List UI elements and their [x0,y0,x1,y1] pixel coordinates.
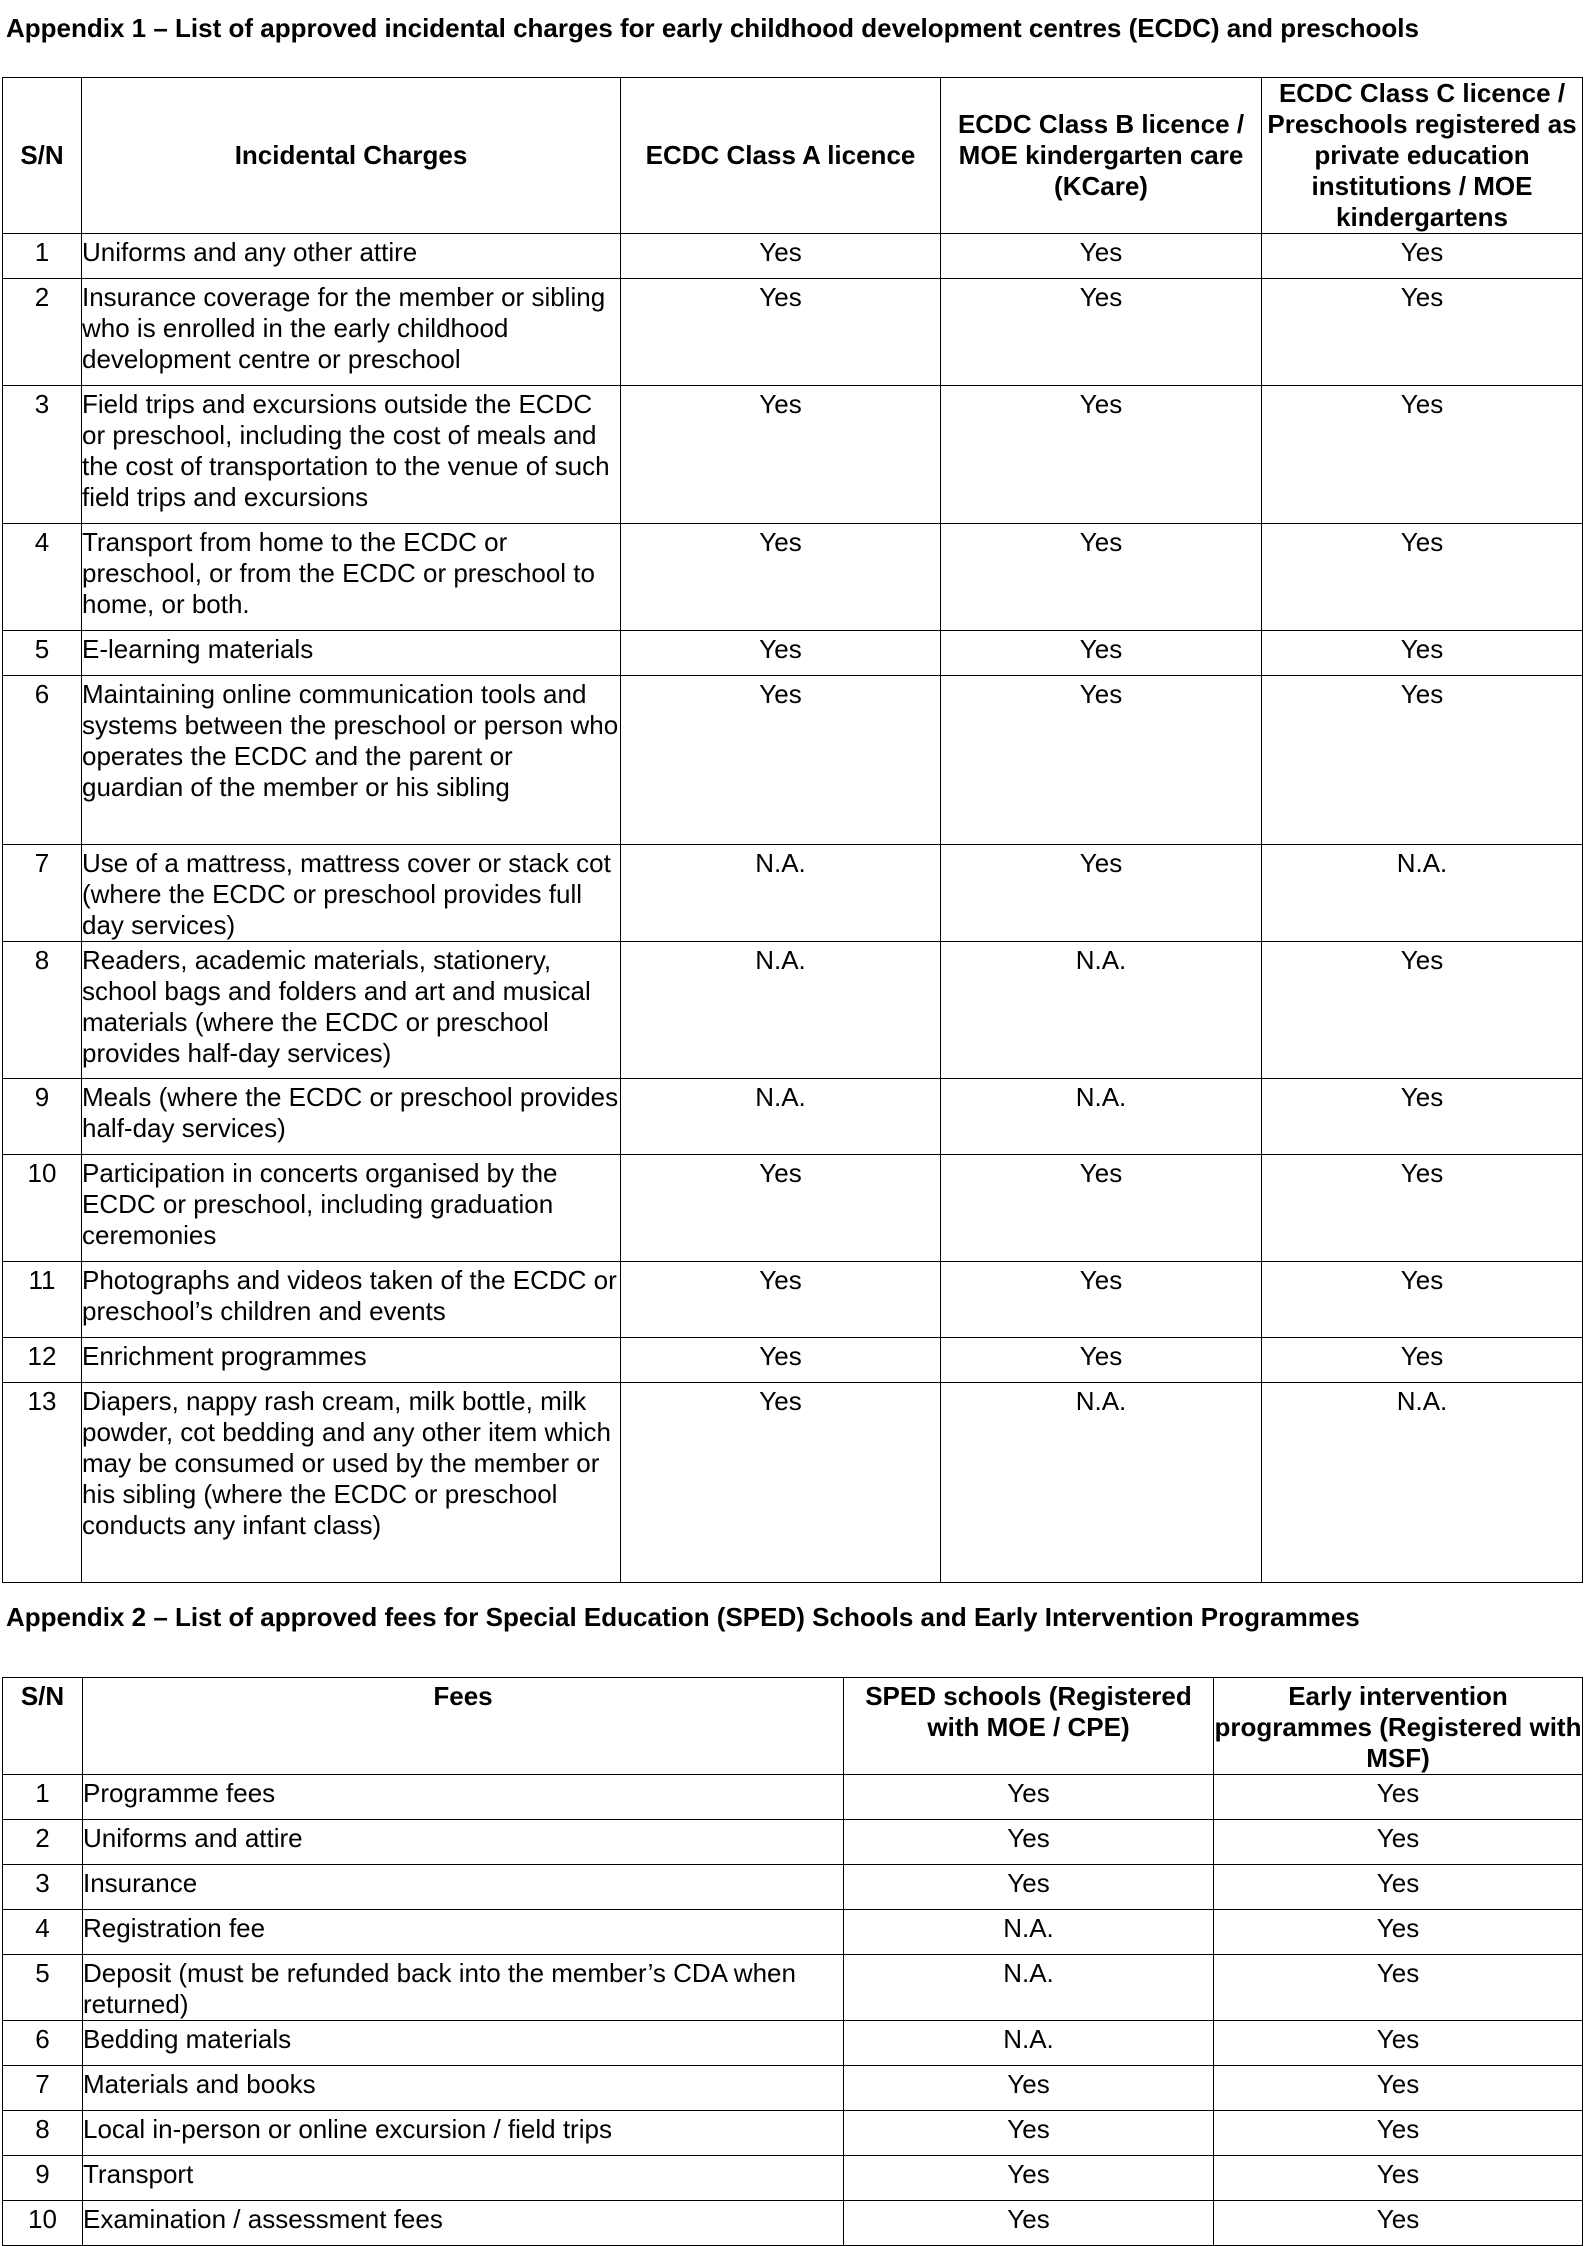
row-class-b: Yes [941,524,1262,631]
row-charge: Enrichment programmes [82,1338,621,1383]
table-row [3,942,1583,1079]
row-class-a: Yes [621,631,941,676]
table-row [3,524,1583,631]
row-class-c: Yes [1262,942,1583,1079]
row-fee: Bedding materials [83,2021,844,2066]
table-row [3,1955,1583,2021]
row-sn: 1 [3,234,82,279]
appendix-1-heading: Appendix 1 – List of approved incidental charges for early childhood development centres (ECDC) and preschools [6,13,1419,43]
header-class-a: ECDC Class A licence [621,78,941,234]
row-sped: Yes [844,2156,1214,2201]
row-class-c: N.A. [1262,1383,1583,1583]
row-sn: 9 [3,1079,82,1155]
row-eip: Yes [1214,1910,1583,1955]
row-class-b: N.A. [941,1383,1262,1583]
header-fees: Fees [83,1678,844,1775]
table-row [3,279,1583,386]
table-row [3,1079,1583,1155]
row-class-c: Yes [1262,676,1583,845]
row-eip: Yes [1214,2066,1583,2111]
row-sped: Yes [844,2201,1214,2246]
row-class-a: Yes [621,279,941,386]
header-sn: S/N [3,78,82,234]
row-fee: Insurance [83,1865,844,1910]
row-sn: 6 [3,676,82,845]
row-class-c: Yes [1262,386,1583,524]
row-sn: 12 [3,1338,82,1383]
row-fee: Examination / assessment fees [83,2201,844,2246]
row-sped: Yes [844,1865,1214,1910]
row-class-b: Yes [941,386,1262,524]
table-row [3,1338,1583,1383]
table-header-row [3,1678,1583,1775]
row-sped: Yes [844,2111,1214,2156]
row-charge: Photographs and videos taken of the ECDC or preschool’s children and events [82,1262,621,1338]
row-sn: 11 [3,1262,82,1338]
row-class-a: N.A. [621,942,941,1079]
row-charge: Diapers, nappy rash cream, milk bottle, milk powder, cot bedding and any other item which may be consumed or used by the member or his sibling (where the ECDC or preschool conducts any infant class) [82,1383,621,1583]
row-sn: 10 [3,1155,82,1262]
row-sn: 7 [3,2066,83,2111]
row-sn: 3 [3,1865,83,1910]
table-row [3,1155,1583,1262]
header-early-intervention: Early intervention programmes (Registered with MSF) [1214,1678,1583,1775]
row-sn: 4 [3,524,82,631]
row-class-c: Yes [1262,631,1583,676]
row-class-a: Yes [621,1338,941,1383]
table-row [3,2111,1583,2156]
row-class-c: Yes [1262,234,1583,279]
row-class-b: Yes [941,1155,1262,1262]
row-class-c: Yes [1262,524,1583,631]
row-sped: Yes [844,1820,1214,1865]
header-sped-schools: SPED schools (Registered with MOE / CPE) [844,1678,1214,1775]
row-class-c: Yes [1262,1079,1583,1155]
row-class-a: Yes [621,386,941,524]
row-sn: 5 [3,1955,83,2021]
table-row [3,1865,1583,1910]
row-class-c: Yes [1262,1262,1583,1338]
row-class-b: Yes [941,279,1262,386]
row-class-a: Yes [621,234,941,279]
table-row [3,2156,1583,2201]
table-row [3,631,1583,676]
row-sn: 6 [3,2021,83,2066]
header-incidental-charges: Incidental Charges [82,78,621,234]
row-class-b: Yes [941,1338,1262,1383]
row-fee: Registration fee [83,1910,844,1955]
table-row [3,676,1583,845]
row-sn: 5 [3,631,82,676]
row-class-a: Yes [621,1155,941,1262]
row-class-c: Yes [1262,1338,1583,1383]
row-class-a: N.A. [621,845,941,942]
row-class-a: N.A. [621,1079,941,1155]
row-sped: N.A. [844,1910,1214,1955]
row-fee: Transport [83,2156,844,2201]
header-class-b: ECDC Class B licence / MOE kindergarten care (KCare) [941,78,1262,234]
header-class-c: ECDC Class C licence / Preschools registered as private education institutions / MOE kindergartens [1262,78,1583,234]
row-fee: Deposit (must be refunded back into the member’s CDA when returned) [83,1955,844,2021]
row-eip: Yes [1214,2111,1583,2156]
table-row [3,1262,1583,1338]
table-row [3,386,1583,524]
row-charge: Maintaining online communication tools and systems between the preschool or person who operates the ECDC and the parent or guardian of the member or his sibling [82,676,621,845]
table-row [3,2066,1583,2111]
row-class-b: Yes [941,845,1262,942]
header-sn: S/N [3,1678,83,1775]
table-header-row [3,78,1583,234]
row-sn: 1 [3,1775,83,1820]
row-sn: 2 [3,1820,83,1865]
row-eip: Yes [1214,2156,1583,2201]
table-row [3,1910,1583,1955]
row-class-b: Yes [941,631,1262,676]
incidental-charges-table [2,77,1583,1583]
row-fee: Materials and books [83,2066,844,2111]
row-class-b: N.A. [941,942,1262,1079]
row-charge: Use of a mattress, mattress cover or stack cot (where the ECDC or preschool provides full day services) [82,845,621,942]
row-fee: Uniforms and attire [83,1820,844,1865]
row-eip: Yes [1214,1955,1583,2021]
approved-fees-table [2,1677,1583,2246]
row-eip: Yes [1214,1775,1583,1820]
table-row [3,1383,1583,1583]
table-row [3,2021,1583,2066]
row-charge: Meals (where the ECDC or preschool provides half-day services) [82,1079,621,1155]
row-fee: Local in-person or online excursion / field trips [83,2111,844,2156]
row-class-c: Yes [1262,1155,1583,1262]
row-class-b: N.A. [941,1079,1262,1155]
row-charge: Uniforms and any other attire [82,234,621,279]
row-eip: Yes [1214,1820,1583,1865]
row-class-b: Yes [941,1262,1262,1338]
row-class-a: Yes [621,676,941,845]
row-sn: 7 [3,845,82,942]
row-charge: Insurance coverage for the member or sibling who is enrolled in the early childhood development centre or preschool [82,279,621,386]
row-sn: 3 [3,386,82,524]
row-eip: Yes [1214,2021,1583,2066]
row-sped: N.A. [844,2021,1214,2066]
row-class-c: N.A. [1262,845,1583,942]
table-row [3,1820,1583,1865]
row-class-a: Yes [621,1383,941,1583]
row-sn: 4 [3,1910,83,1955]
row-sn: 2 [3,279,82,386]
row-sped: Yes [844,1775,1214,1820]
row-charge: Transport from home to the ECDC or preschool, or from the ECDC or preschool to home, or both. [82,524,621,631]
table-row [3,845,1583,942]
row-class-b: Yes [941,234,1262,279]
row-class-c: Yes [1262,279,1583,386]
row-sped: N.A. [844,1955,1214,2021]
row-sn: 10 [3,2201,83,2246]
row-sn: 9 [3,2156,83,2201]
row-fee: Programme fees [83,1775,844,1820]
row-sped: Yes [844,2066,1214,2111]
row-class-a: Yes [621,1262,941,1338]
appendix-2-heading: Appendix 2 – List of approved fees for Special Education (SPED) Schools and Early Intervention Programmes [6,1602,1360,1632]
row-charge: E-learning materials [82,631,621,676]
row-sn: 8 [3,2111,83,2156]
row-sn: 8 [3,942,82,1079]
row-eip: Yes [1214,1865,1583,1910]
table-row [3,2201,1583,2246]
row-class-a: Yes [621,524,941,631]
table-row [3,234,1583,279]
row-class-b: Yes [941,676,1262,845]
row-charge: Participation in concerts organised by the ECDC or preschool, including graduation ceremonies [82,1155,621,1262]
row-charge: Field trips and excursions outside the ECDC or preschool, including the cost of meals and the cost of transportation to the venue of such field trips and excursions [82,386,621,524]
row-sn: 13 [3,1383,82,1583]
row-eip: Yes [1214,2201,1583,2246]
row-charge: Readers, academic materials, stationery, school bags and folders and art and musical materials (where the ECDC or preschool provides half-day services) [82,942,621,1079]
table-row [3,1775,1583,1820]
